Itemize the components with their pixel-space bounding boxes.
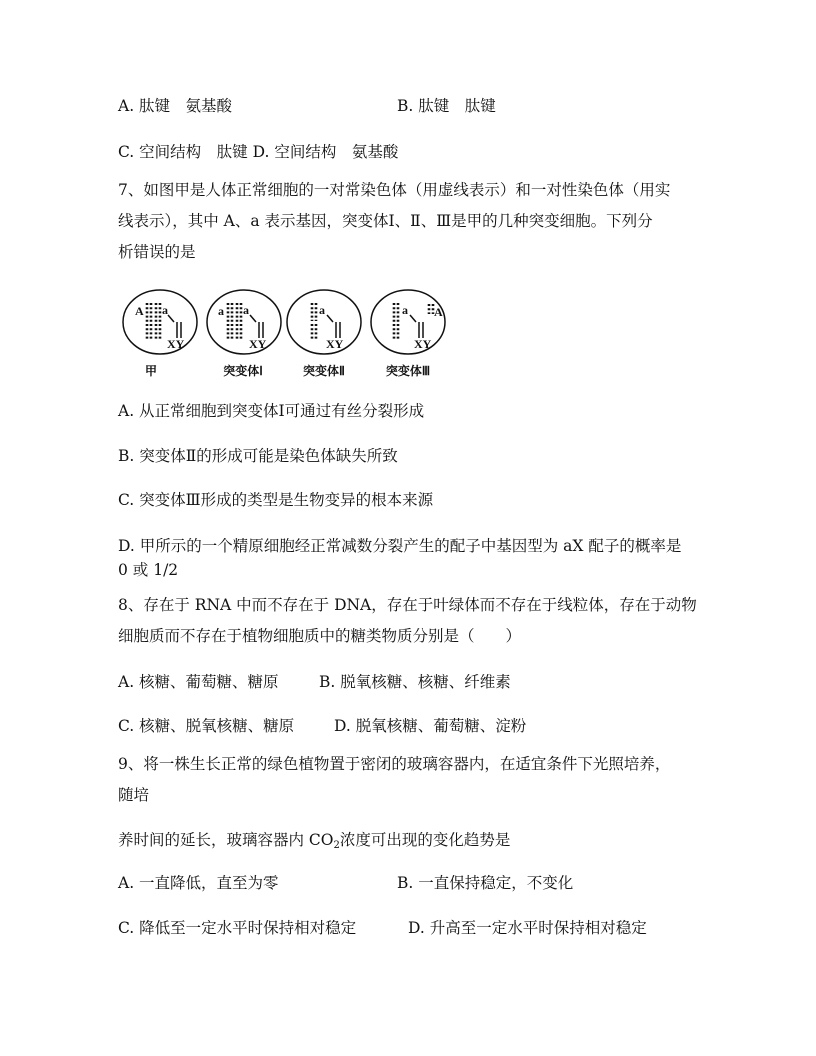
q8-stem-line-2: 细胞质而不存在于植物细胞质中的糖类物质分别是（ ） xyxy=(118,627,522,645)
q9-option-d: D. 升高至一定水平时保持相对稳定 xyxy=(408,919,647,937)
q9-option-a: A. 一直降低，直至为零 xyxy=(118,874,279,892)
q8-option-a: A. 核糖、葡萄糖、糖原 xyxy=(118,673,279,691)
gene-label: a xyxy=(243,303,249,317)
q8-option-b: B. 脱氧核糖、核糖、纤维素 xyxy=(319,673,511,691)
q7-option-d-line-2: 0 或 1/2 xyxy=(118,561,179,579)
q7-stem-line-2: 线表示），其中 A、a 表示基因，突变体Ⅰ、Ⅱ、Ⅲ是甲的几种突变细胞。下列分 xyxy=(118,212,653,230)
q8-stem-line-1: 8、存在于 RNA 中而不存在于 DNA，存在于叶绿体而不存在于线粒体，存在于动物 xyxy=(118,596,697,614)
q9-option-c: C. 降低至一定水平时保持相对稳定 xyxy=(118,919,357,937)
cell-mutant-2 xyxy=(287,290,361,378)
cell-caption: 突变体Ⅲ xyxy=(385,364,431,378)
q7-option-a: A. 从正常细胞到突变体Ⅰ可通过有丝分裂形成 xyxy=(118,402,425,420)
gene-label: a xyxy=(218,304,224,318)
gene-label: a xyxy=(319,303,325,317)
cell-caption: 突变体Ⅱ xyxy=(303,364,345,378)
cell-caption: 突变体Ⅰ xyxy=(223,364,263,378)
q9-stem-text-pre: 养时间的延长，玻璃容器内 CO xyxy=(118,831,334,849)
sex-label: XY xyxy=(326,337,344,351)
gene-label: A xyxy=(434,305,443,319)
q9-co2-subscript: 2 xyxy=(333,840,340,851)
q6-option-b: B. 肽键 肽键 xyxy=(397,97,496,115)
cell-caption: 甲 xyxy=(144,364,158,378)
q9-stem-line-1: 9、将一株生长正常的绿色植物置于密闭的玻璃容器内，在适宜条件下光照培养， xyxy=(118,755,671,773)
q7-stem-line-3: 析错误的是 xyxy=(118,243,196,261)
q7-option-b: B. 突变体Ⅱ的形成可能是染色体缺失所致 xyxy=(118,447,398,465)
gene-label: A xyxy=(135,304,144,318)
cell-jia xyxy=(123,290,197,378)
q6-option-c-d: C. 空间结构 肽键 D. 空间结构 氨基酸 xyxy=(118,143,399,161)
gene-label: a xyxy=(402,303,408,317)
q7-stem-line-1: 7、如图甲是人体正常细胞的一对常染色体（用虚线表示）和一对性染色体（用实 xyxy=(118,181,671,199)
q9-option-b: B. 一直保持稳定，不变化 xyxy=(397,874,574,892)
sex-label: XY xyxy=(414,337,432,351)
cell-mutant-1 xyxy=(207,290,281,378)
q9-stem-line-3 xyxy=(118,830,510,856)
q9-stem-line-2: 随培 xyxy=(118,786,150,804)
sex-label: XY xyxy=(249,337,267,351)
chromosome-figure xyxy=(118,284,458,380)
q8-option-c: C. 核糖、脱氧核糖、糖原 xyxy=(118,717,295,735)
q7-option-d-line-1: D. 甲所示的一个精原细胞经正常减数分裂产生的配子中基因型为 aX 配子的概率是 xyxy=(118,537,682,555)
q6-option-a: A. 肽键 氨基酸 xyxy=(118,97,233,115)
q9-stem-text-post: 浓度可出现的变化趋势是 xyxy=(339,831,511,849)
sex-label: XY xyxy=(167,337,185,351)
q8-option-d: D. 脱氧核糖、葡萄糖、淀粉 xyxy=(334,717,527,735)
cell-mutant-3 xyxy=(371,290,445,378)
q7-option-c: C. 突变体Ⅲ形成的类型是生物变异的根本来源 xyxy=(118,491,434,509)
gene-label: a xyxy=(162,303,168,317)
